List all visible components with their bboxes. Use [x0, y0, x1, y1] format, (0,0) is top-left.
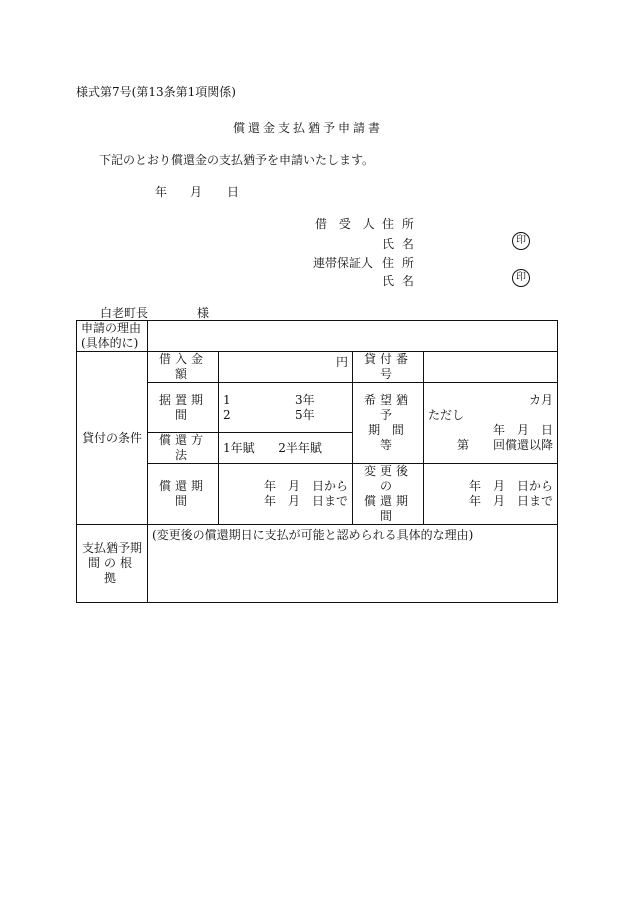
conditions-label: 貸付の条件	[81, 430, 142, 445]
basis-row	[77, 525, 558, 603]
guarantor-name-label: 氏 名	[382, 274, 416, 288]
date-year: 年	[155, 185, 168, 199]
addressee-honorific: 様	[197, 306, 210, 320]
intro-text: 下記のとおり償還金の支払猶予を申請いたします。	[99, 153, 375, 167]
basis-note: (変更後の償還期日に支払が可能と認められる具体的な理由)	[152, 528, 474, 542]
guarantor-label: 連帯保証人	[313, 256, 374, 270]
months-unit: カ月	[528, 393, 553, 407]
repay-method-1: 1年賦	[223, 440, 255, 455]
reason-input-cell[interactable]	[148, 321, 558, 352]
desired-label-cell	[353, 383, 424, 464]
grace-option-2-years: 5年	[295, 407, 315, 422]
basis-label-line-2: 間の根拠	[87, 556, 136, 585]
repay-to-date: 年 月 日まで	[263, 494, 348, 508]
loan-amount-row	[77, 352, 558, 383]
borrower-seal: 印	[512, 232, 530, 250]
application-table	[76, 320, 558, 603]
grace-period-row	[77, 383, 558, 433]
loan-amount-label: 借入金額	[148, 352, 219, 383]
desired-period-cell[interactable]	[424, 383, 558, 464]
borrower-name-label: 氏 名	[382, 237, 416, 251]
repay-method-options[interactable]	[219, 433, 353, 464]
proviso: ただし	[428, 408, 465, 422]
date-day: 日	[227, 185, 240, 199]
addressee-name: 白老町長	[100, 306, 149, 320]
guarantor-address-label: 住 所	[382, 256, 416, 270]
grace-option-2-number: 2	[223, 407, 231, 422]
basis-input-cell[interactable]	[148, 525, 558, 603]
changed-period-label-cell	[353, 464, 424, 525]
changed-to-date: 年 月 日まで	[468, 494, 553, 508]
repay-period-label: 償還期間	[148, 464, 219, 525]
reason-label-line-2: (具体的に)	[81, 336, 139, 350]
conditions-label-cell	[77, 352, 148, 525]
changed-period-dates[interactable]	[424, 464, 558, 525]
repay-period-row	[77, 464, 558, 525]
grace-period-options[interactable]	[219, 383, 353, 433]
repay-period-dates[interactable]	[219, 464, 353, 525]
installment-suffix: 回償還以降	[492, 438, 553, 452]
changed-label-line-2: 償還期間	[363, 494, 412, 523]
desired-label-line-2: 期 間 等	[368, 423, 408, 452]
desired-label-line-1: 希望猶予	[363, 393, 412, 422]
loan-number-cell[interactable]	[424, 352, 558, 383]
grace-option-1-years: 3年	[295, 392, 315, 407]
borrower-address-label: 住 所	[382, 217, 416, 231]
grace-period-label: 据置期間	[148, 383, 219, 433]
date-month: 月	[190, 185, 203, 199]
loan-number-label: 貸付番号	[353, 352, 424, 383]
document-title: 償還金支払猶予申請書	[233, 121, 384, 135]
repay-method-2: 2半年賦	[278, 440, 322, 455]
repay-from-date: 年 月 日から	[263, 479, 348, 493]
grace-option-1-number: 1	[223, 392, 231, 407]
repay-method-label: 償還方法	[148, 433, 219, 464]
loan-amount-cell[interactable]	[219, 352, 353, 383]
borrower-label: 借 受 人	[315, 217, 379, 231]
basis-label-line-1: 支払猶予期	[81, 541, 142, 555]
yen-unit: 円	[335, 355, 348, 369]
guarantor-seal: 印	[512, 269, 530, 287]
proviso-date: 年 月 日	[492, 423, 553, 437]
form-number: 様式第7号(第13条第1項関係)	[76, 85, 236, 99]
reason-label-cell	[77, 321, 148, 352]
basis-label-cell	[77, 525, 148, 603]
installment-from	[428, 438, 553, 453]
reason-label-line-1: 申請の理由	[81, 321, 142, 335]
installment-prefix: 第	[456, 438, 469, 452]
reason-row	[77, 321, 558, 352]
changed-from-date: 年 月 日から	[468, 479, 553, 493]
changed-label-line-1: 変更後の	[363, 464, 412, 493]
